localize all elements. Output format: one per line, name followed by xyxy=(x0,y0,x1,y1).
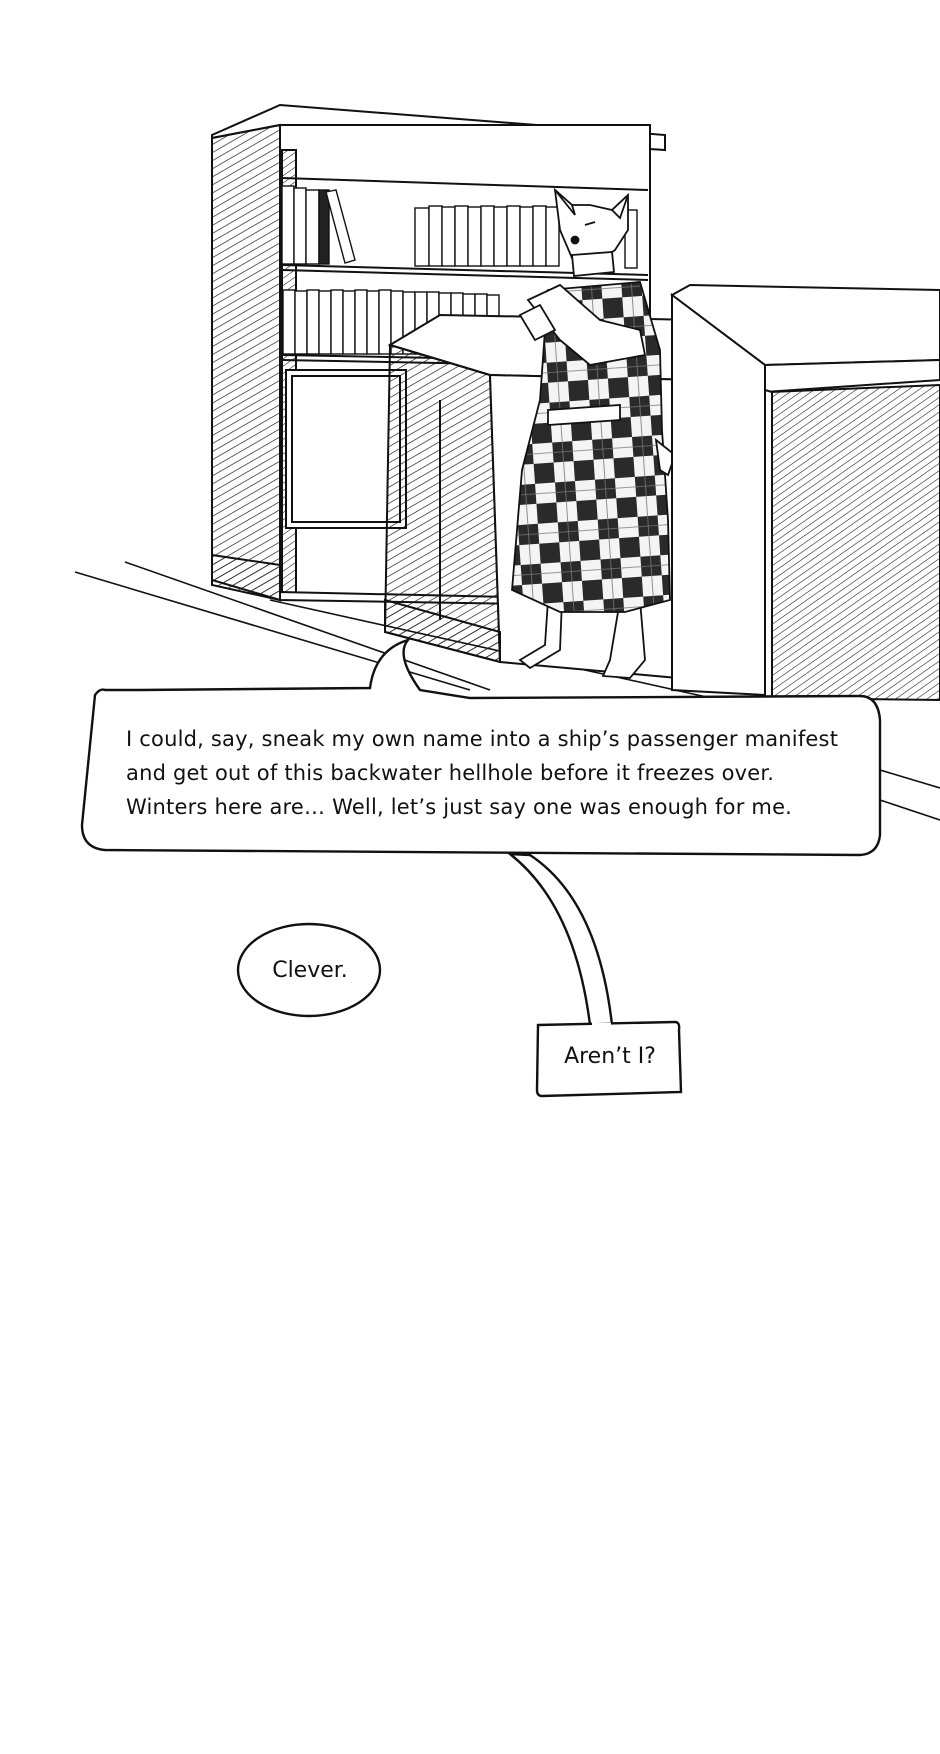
speech-bubble-arent-i-text: Aren’t I? xyxy=(564,1044,656,1069)
speech-bubble-clever-text: Clever. xyxy=(272,958,348,983)
main-line-1: I could, say, sneak my own name into a ship’s passenger manifest xyxy=(126,727,839,751)
main-line-3: Winters here are… Well, let’s just say one was enough for me. xyxy=(126,795,793,819)
speech-bubble-main xyxy=(82,640,880,1025)
right-cabinet xyxy=(672,285,940,700)
speech-bubble-main-text xyxy=(126,722,866,824)
main-line-2: and get out of this backwater hellhole before it freezes over. xyxy=(126,761,775,785)
